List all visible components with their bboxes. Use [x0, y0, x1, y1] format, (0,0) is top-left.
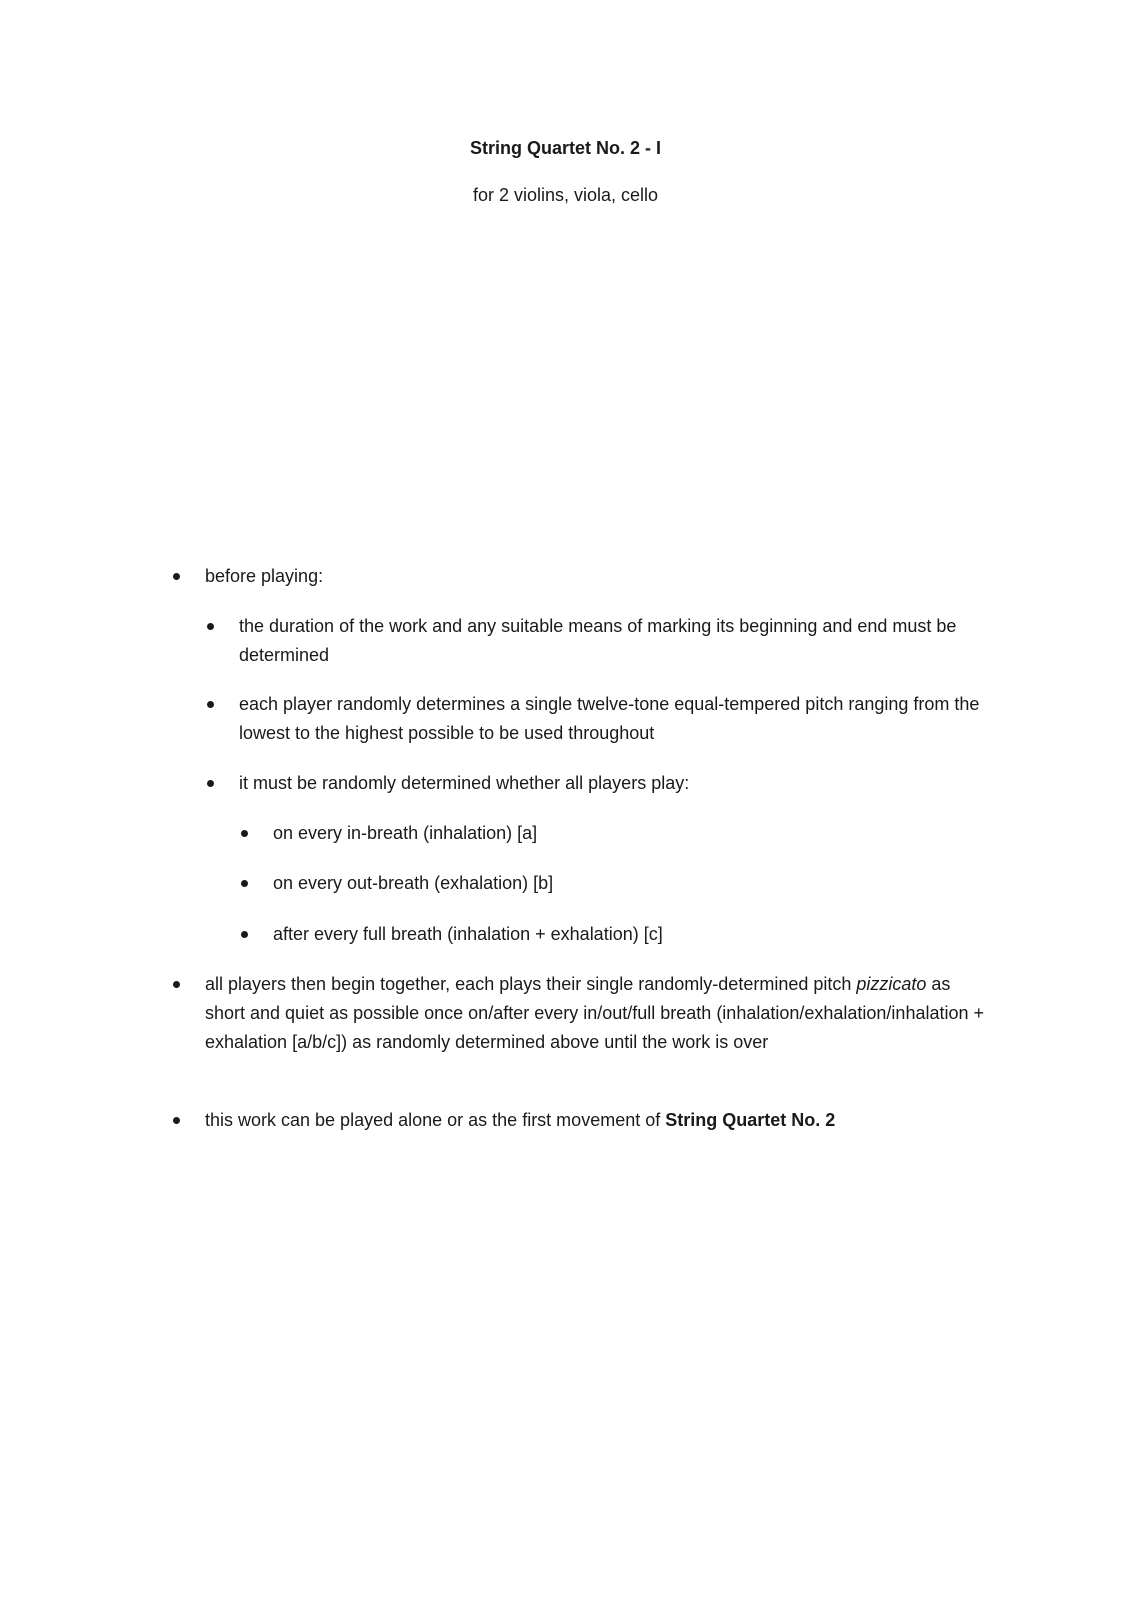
list-item-before-playing: [205, 562, 985, 591]
bullet-icon: [241, 880, 248, 887]
bullet-icon: [173, 981, 180, 988]
bullet-icon: [207, 623, 214, 630]
list-item-text: [205, 970, 985, 1057]
bullet-icon: [241, 931, 248, 938]
list-item-begin: [205, 970, 985, 1057]
list-item-text: after every full breath (inhalation + exhalation) [c]: [273, 924, 663, 944]
list-item-text: the duration of the work and any suitable means of marking its beginning and end must be determined: [239, 616, 957, 665]
list-item-text: [205, 1106, 985, 1135]
list-item-pitch: [239, 690, 985, 748]
document-title: String Quartet No. 2 - I: [469, 138, 661, 158]
pizzicato-term: pizzicato: [856, 974, 927, 994]
list-item-alone: [205, 1106, 985, 1135]
work-title-reference: String Quartet No. 2: [665, 1110, 836, 1130]
list-item-option-b: [273, 869, 985, 898]
list-item-determine-whether: [239, 769, 985, 798]
list-item-text: on every out-breath (exhalation) [b]: [273, 873, 554, 893]
list-item-duration: [239, 612, 985, 670]
list-item-option-c: [273, 920, 985, 949]
bullet-icon: [173, 573, 180, 580]
list-item-text: before playing:: [205, 566, 324, 586]
bullet-icon: [241, 830, 248, 837]
bullet-icon: [173, 1117, 180, 1124]
bullet-icon: [207, 780, 214, 787]
list-item-text: on every in-breath (inhalation) [a]: [273, 823, 538, 843]
begin-text-part2: as short and quiet as possible once on/after every in/out/full breath (inhalation/exhalation/inhalation + exhalation [a/b/c]) as randomly determined above until the work is over: [205, 974, 985, 1052]
list-item-option-a: [273, 819, 985, 848]
list-item-text: each player randomly determines a single twelve-tone equal-tempered pitch ranging from the lowest to the highest possible to be used throughout: [239, 694, 980, 743]
alone-text-part1: this work can be played alone or as the first movement of: [205, 1110, 666, 1130]
document-subtitle: for 2 violins, viola, cello: [472, 185, 659, 205]
begin-text-part1: all players then begin together, each plays their single randomly-determined pitch: [205, 974, 857, 994]
bullet-icon: [207, 701, 214, 708]
list-item-text: it must be randomly determined whether all players play:: [239, 773, 690, 793]
